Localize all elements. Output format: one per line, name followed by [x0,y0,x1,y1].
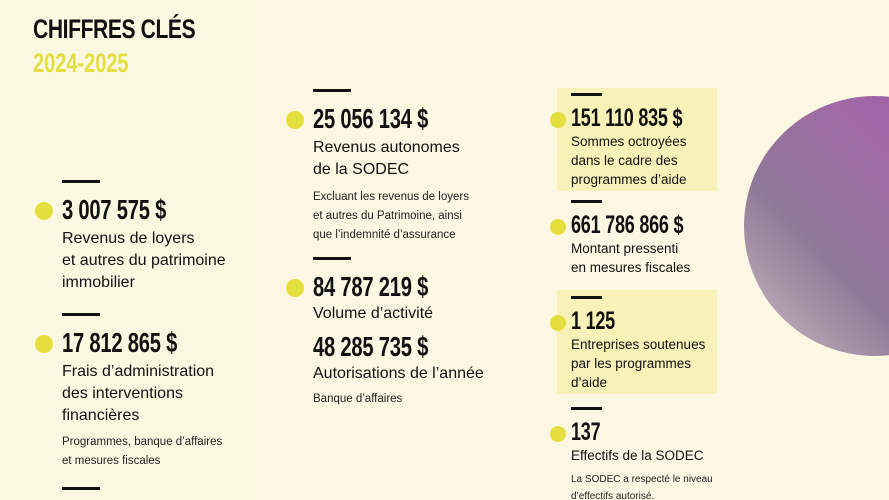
stat-divider [571,296,602,299]
bullet-dot-icon [35,335,53,353]
bullet-dot-icon [550,315,566,331]
stat-divider [313,257,351,260]
stat-divider [571,93,602,96]
stat-label: Effectifs de la SODEC [571,447,704,463]
stat-label: Sommes octroyées dans le cadre des programmes d’aide [571,133,687,187]
bullet-dot-icon [550,112,566,128]
stat-program-sums [571,93,726,189]
bullet-dot-icon [550,219,566,235]
stat-value: 84 787 219 $ [313,270,429,302]
stat-note: Programmes, banque d’affaires et mesures fiscales [62,435,223,467]
stat-label: Entreprises soutenues par les programmes d’aide [571,336,706,390]
stat-divider-bottom [62,487,100,500]
stat-label: Volume d’activité [313,304,434,322]
stat-sub-value: 48 285 735 $ [313,330,429,362]
stat-rental-revenue [62,180,226,294]
stat-label: Revenus de loyers et autres du patrimoine immobilier [62,229,226,291]
stat-value: 151 110 835 $ [571,103,683,132]
stat-note: La SODEC a respecté le niveau d’effectifs autorisé. [571,473,713,500]
page-year: 2024-2025 [33,48,129,78]
stat-label: Frais d’administration des interventions financières [62,362,215,424]
bullet-dot-icon [35,202,53,220]
bullet-dot-icon [286,111,304,129]
stat-divider [571,200,602,203]
stat-tax-measures [571,200,727,277]
bullet-dot-icon [286,279,304,297]
stat-note: Excluant les revenus de loyers et autres du Patrimoine, ainsi que l’indemnité d’assurance [313,190,469,241]
stat-activity-volume [313,257,484,409]
bullet-dot-icon [550,426,566,442]
stat-note: Banque d’affaires [313,392,403,405]
stat-divider [62,487,100,490]
stat-value: 1 125 [571,306,615,335]
stat-value: 3 007 575 $ [62,193,167,225]
stat-value: 661 786 866 $ [571,210,684,239]
stat-divider [571,407,602,410]
stat-divider [62,313,100,316]
stat-divider [313,89,351,92]
stat-autonomous-revenue [313,89,473,245]
stat-divider [62,180,100,183]
stat-workforce [571,407,713,500]
stat-admin-fees [62,313,222,471]
stat-supported-companies [571,296,705,392]
page-title: CHIFFRES CLÉS [33,14,196,44]
stat-sub-label: Autorisations de l’année [313,364,484,382]
stat-label: Montant pressenti en mesures fiscales [571,240,691,275]
stat-value: 137 [571,417,601,446]
stat-value: 17 812 865 $ [62,326,178,358]
stat-label: Revenus autonomes de la SODEC [313,138,460,178]
stat-value: 25 056 134 $ [313,102,429,134]
